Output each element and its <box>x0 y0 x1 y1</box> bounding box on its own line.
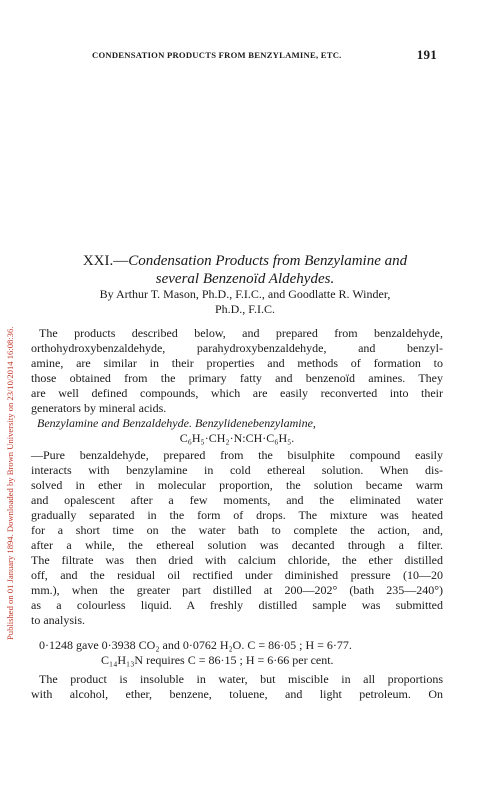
intro-paragraph <box>31 326 443 416</box>
procedure-line: and opalescent after a few moments, and the eliminated water <box>31 493 443 507</box>
procedure-paragraph <box>31 448 443 628</box>
intro-line: generators by mineral acids. <box>31 401 167 415</box>
article-number: XXI.— <box>82 253 129 269</box>
intro-line: The products described below, and prepared from benzaldehyde, <box>39 326 443 340</box>
procedure-line: to analysis. <box>31 613 85 627</box>
procedure-line: —Pure benzaldehyde, prepared from the bisulphite compound easily <box>31 448 443 462</box>
intro-line: amine, are similar in their properties and methods of formation to <box>31 356 443 370</box>
procedure-line: mm.), when the greater part distilled at 200—202° (bath 235—240°) <box>31 583 443 597</box>
byline-line-2: Ph.D., F.I.C. <box>214 302 276 316</box>
section-heading <box>31 416 443 446</box>
chemical-formula: C₆H₅·CH₂·N:CH·C₆H₅. <box>179 431 295 445</box>
procedure-line: solved in ether in molecular proportion, the solution became warm <box>31 478 443 492</box>
title-line-2: several Benzenoïd Aldehydes. <box>155 271 335 287</box>
closing-line: The product is insoluble in water, but miscible in all proportions <box>39 672 443 686</box>
intro-line: are well defined compounds, which are easily reconverted into their <box>31 386 443 400</box>
byline-line-1: By Arthur T. Mason, Ph.D., F.I.C., and Goodlatte R. Winder, <box>99 287 391 301</box>
procedure-line: as a colourless liquid. A freshly distilled sample was submitted <box>31 598 443 612</box>
procedure-line: after a while, the ethereal solution was decanted through a filter. <box>31 538 443 552</box>
procedure-line: interacts with benzylamine in cold ethereal solution. When dis- <box>31 463 443 477</box>
closing-line: with alcohol, ether, benzene, toluene, and light petroleum. On <box>31 687 443 701</box>
analysis-required: C₁₄H₁₃N requires C = 86·15 ; H = 6·66 per cent. <box>101 653 334 667</box>
analysis-results <box>31 638 443 668</box>
procedure-line: The filtrate was then dried with calcium chloride, the ether distilled <box>31 553 443 567</box>
intro-line: orthohydroxybenzaldehyde, parahydroxybenzaldehyde, and benzyl- <box>31 341 443 355</box>
procedure-line: for a short time on the water bath to complete the action, and, <box>31 523 443 537</box>
running-title: CONDENSATION PRODUCTS FROM BENZYLAMINE, ETC. <box>92 50 342 60</box>
publication-watermark <box>3 100 17 640</box>
analysis-found: 0·1248 gave 0·3938 CO₂ and 0·0762 H₂O. C = 86·05 ; H = 6·77. <box>39 638 352 652</box>
running-header <box>92 47 437 62</box>
watermark-text: Published on 01 January 1894. Downloaded by Brown University on 23/10/2014 16:08:36. <box>5 326 15 640</box>
section-heading-text: Benzylamine and Benzaldehyde. Benzylidenebenzylamine, <box>37 416 316 430</box>
author-byline <box>30 287 460 317</box>
article-title <box>30 252 460 288</box>
title-line-1: Condensation Products from Benzylamine and <box>128 253 408 269</box>
closing-paragraph <box>31 672 443 702</box>
procedure-line: off, and the residual oil rectified under diminished pressure (10—20 <box>31 568 443 582</box>
page-number: 191 <box>416 47 437 62</box>
intro-line: those obtained from the primary fatty and benzenoïd amines. They <box>31 371 443 385</box>
procedure-line: gradually separated in the form of drops. The mixture was heated <box>31 508 443 522</box>
